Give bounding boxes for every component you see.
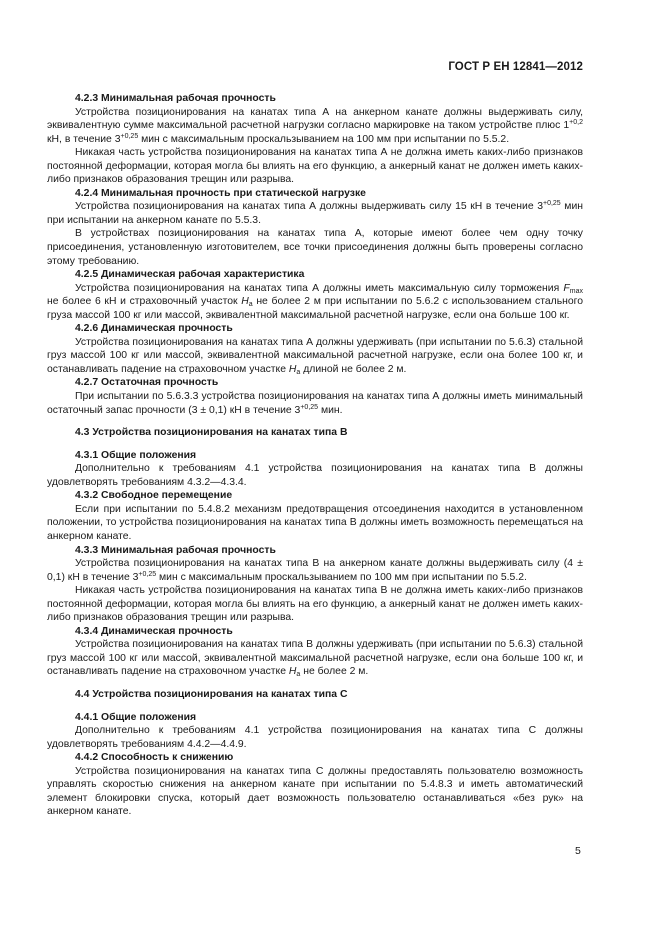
- section-4-4-2-paragraph-1: Устройства позиционирования на канатах типа С должны предоставлять пользователю возможность управлять скоростью снижения на анкерном канате при испытании по 5.4.8.3 и иметь автоматический элемент блокировки спуска, который дает возможность пользователю останавливаться «без рук» на анкерном канате.: [47, 765, 583, 818]
- section-4-2-4-heading: 4.2.4 Минимальная прочность при статической нагрузке: [75, 187, 366, 199]
- section-4-4-heading: 4.4 Устройства позиционирования на канатах типа С: [75, 688, 348, 700]
- document-body: [47, 92, 583, 819]
- section-4-2-7-heading: 4.2.7 Остаточная прочность: [75, 377, 219, 389]
- section-4-2-7-paragraph-1: При испытании по 5.6.3.3 устройства позиционирования на канатах типа А должны иметь минимальный остаточный запас прочности (3 ± 0,1) кН в течение $3^{+0,25}$ мин.: [47, 391, 583, 416]
- section-4-2-6-heading: 4.2.6 Динамическая прочность: [75, 323, 233, 335]
- section-4-2-3-heading: 4.2.3 Минимальная рабочая прочность: [75, 93, 276, 104]
- section-4-2-3-paragraph-1: Устройства позиционирования на канатах типа А на анкерном канате должны выдерживать силу, эквивалентную сумме максимальной расчетной нагрузки согласно маркировке на таком устройстве плюс $1^{+0,2}$ кН, в течение $3^{+0,25}$ мин с максимальным проскальзыванием на 100 мм при испытании по 5.5.2.: [47, 106, 583, 145]
- section-4-2-3-paragraph-2: Никакая часть устройства позиционирования на канатах типа А не должна иметь каких-либо признаков постоянной деформации, которая могла бы влиять на его функцию, а анкерный канат не должен иметь каких-либо признаков образования трещин или разрыва.: [47, 147, 583, 186]
- section-4-3-1-heading: 4.3.1 Общие положения: [75, 449, 197, 461]
- page-number: 5: [575, 845, 581, 857]
- section-4-4-1-paragraph-1: Дополнительно к требованиям 4.1 устройства позиционирования на канатах типа С должны удовлетворять требованиям 4.4.2—4.4.9.: [47, 725, 583, 750]
- section-4-3-3-heading: 4.3.3 Минимальная рабочая прочность: [75, 544, 276, 556]
- section-4-3-3-paragraph-1: Устройства позиционирования на канатах типа В на анкерном канате должны выдерживать силу (4 ± 0,1) кН в течение $3^{+0,25}$ мин с максимальным проскальзыванием по 100 мм при испытании по 5.5.2.: [47, 558, 583, 583]
- section-4-2-5-heading: 4.2.5 Динамическая рабочая характеристика: [75, 269, 305, 281]
- section-4-3-4-heading: 4.3.4 Динамическая прочность: [75, 625, 233, 637]
- section-4-3-2-paragraph-1: Если при испытании по 5.4.8.2 механизм предотвращения отсоединения находится в установленном положении, то устройства позиционирования на канатах типа В должны иметь возможность перемещаться на анкерном канате.: [47, 503, 583, 542]
- section-4-3-2-heading: 4.3.2 Свободное перемещение: [75, 490, 233, 502]
- section-4-3-heading: 4.3 Устройства позиционирования на канатах типа В: [75, 427, 348, 439]
- section-4-3-4-paragraph-1: Устройства позиционирования на канатах типа В должны удерживать (при испытании по 5.6.3) стальной груз массой 100 кг или массой, эквивалентной максимальной расчетной нагрузке, если она больше 100 кг, и останавливать падение на страховочном участке $H_a$ не более 2 м.: [47, 639, 583, 679]
- section-4-2-6-paragraph-1: Устройства позиционирования на канатах типа А должны удерживать (при испытании по 5.6.3) стальной груз массой 100 кг или массой, эквивалентной максимальной расчетной нагрузке, если она более 100 кг, и останавливать падение на страховочном участке $H_a$ длиной не более 2 м.: [47, 336, 583, 376]
- section-4-4-2-heading: 4.4.2 Способность к снижению: [75, 752, 234, 764]
- section-4-2-4-paragraph-2: В устройствах позиционирования на канатах типа А, которые имеют более чем одну точку присоединения, установленную изготовителем, все точки присоединения должны быть проверены согласно этому требованию.: [47, 228, 583, 267]
- document-header: ГОСТ Р ЕН 12841—2012: [448, 61, 583, 73]
- section-4-2-4-paragraph-1: Устройства позиционирования на канатах типа А должны выдерживать силу 15 кН в течение $3^{+0,25}$ мин при испытании на анкерном канате по 5.5.3.: [47, 200, 583, 226]
- section-4-2-5-paragraph-1: Устройства позиционирования на канатах типа А должны иметь максимальную силу торможения $F_{max}$ не более 6 кН и страховочный участок $H_a$ не более 2 м при испытании по 5.6.2 с использованием стального груза массой 100 кг или массой, эквивалентной максимальной расчетной нагрузке, если она больше 100 кг.: [47, 282, 583, 321]
- section-4-3-3-paragraph-2: Никакая часть устройства позиционирования на канатах типа В не должна иметь каких-либо признаков постоянной деформации, которая могла бы влиять на его функцию, а анкерный канат не должен иметь каких-либо признаков образования трещин или разрыва.: [47, 585, 583, 624]
- section-4-3-1-paragraph-1: Дополнительно к требованиям 4.1 устройства позиционирования на канатах типа В должны удовлетворять требованиям 4.3.2—4.3.4.: [47, 463, 583, 488]
- section-4-4-1-heading: 4.4.1 Общие положения: [75, 711, 197, 723]
